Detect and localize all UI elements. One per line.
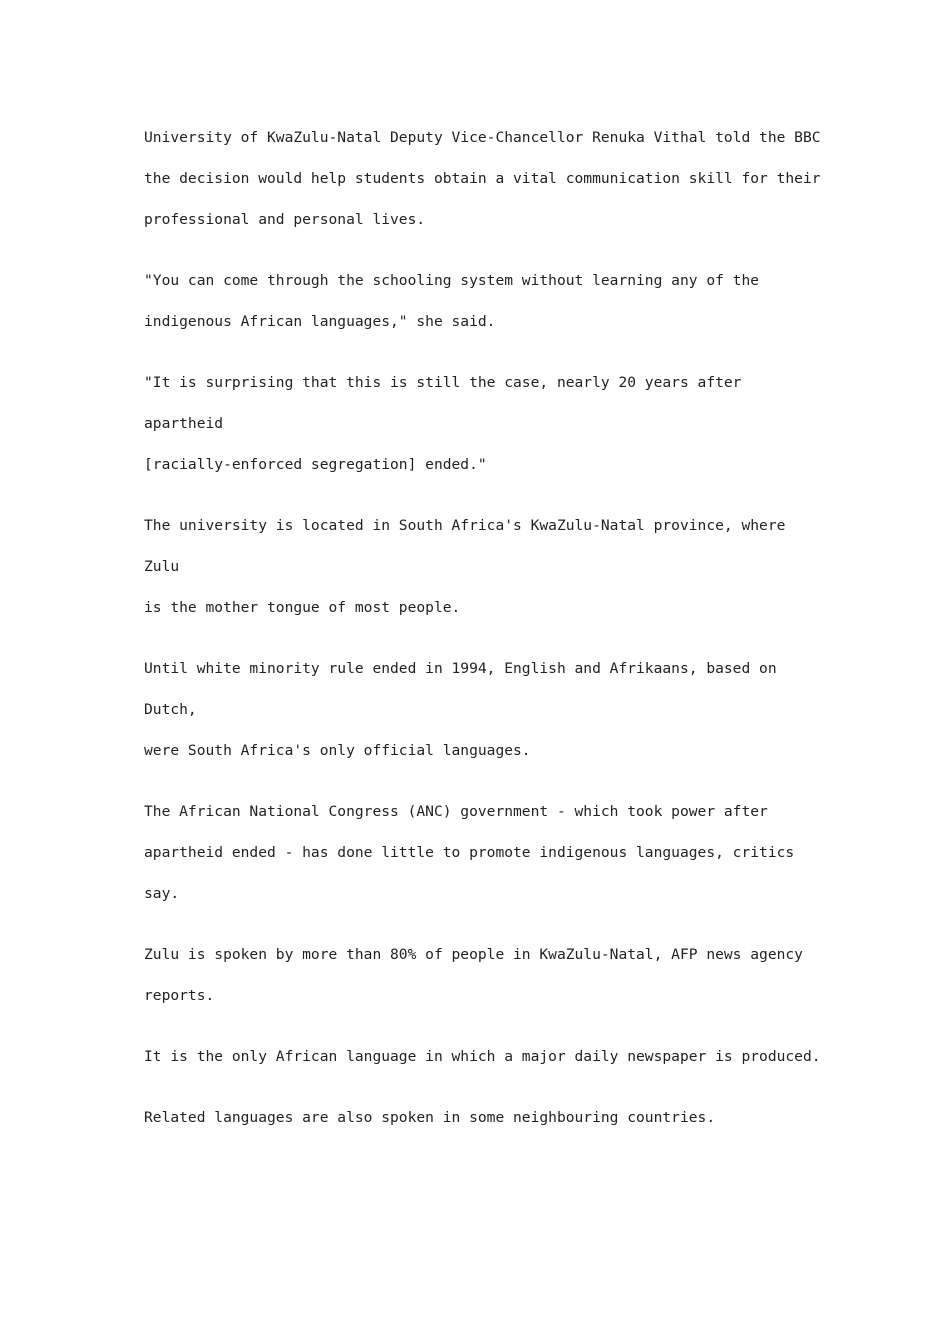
article-body: [144, 117, 824, 1158]
paragraph-related-languages: Related languages are also spoken in some neighbouring countries.: [144, 1109, 716, 1126]
paragraph-newspaper: It is the only African language in which a major daily newspaper is produced.: [144, 1048, 821, 1065]
paragraph-zulu-speakers: Zulu is spoken by more than 80% of people in KwaZulu-Natal, AFP news agency reports.: [144, 946, 803, 1004]
paragraph-anc-government: The African National Congress (ANC) government - which took power after apartheid ended - has done little to promote indigenous languages, critics say.: [144, 803, 795, 902]
paragraph-schooling-quote: "You can come through the schooling system without learning any of the indigenous African languages," she said.: [144, 272, 760, 330]
paragraph-vithal-quote-intro: University of KwaZulu-Natal Deputy Vice-Chancellor Renuka Vithal told the BBC the decision would help students obtain a vital communication skill for their professional and personal lives.: [144, 129, 821, 228]
paragraph-university-location: The university is located in South Africa's KwaZulu-Natal province, where Zulu is the mother tongue of most people.: [144, 517, 786, 616]
paragraph-official-languages: Until white minority rule ended in 1994, English and Afrikaans, based on Dutch, were South Africa's only official languages.: [144, 660, 777, 759]
paragraph-apartheid-quote: "It is surprising that this is still the case, nearly 20 years after apartheid [racially-enforced segregation] ended.": [144, 374, 742, 473]
